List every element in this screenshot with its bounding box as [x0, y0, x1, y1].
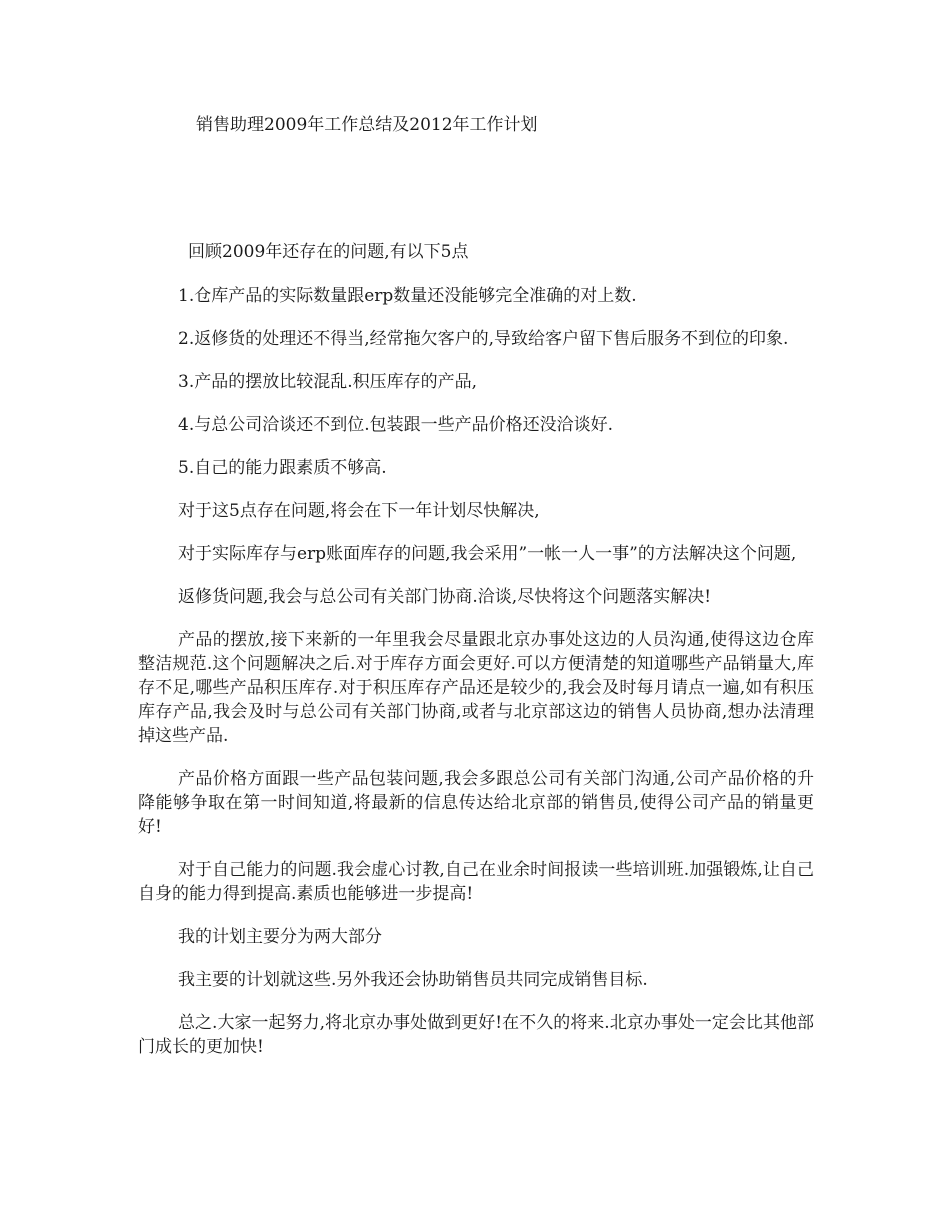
paragraph-pricing-plan: 产品价格方面跟一些产品包装问题,我会多跟总公司有关部门沟通,公司产品价格的升降能够争取在第一时间知道,将最新的信息传达给北京部的销售员,使得公司产品的销量更好! — [138, 769, 814, 837]
paragraph-self-improvement: 对于自己能力的问题.我会虚心讨教,自己在业余时间报读一些培训班.加强锻炼,让自己自身的能力得到提高.素质也能够进一步提高! — [138, 860, 814, 904]
paragraph-issue-1: 1.仓库产品的实际数量跟erp数量还没能够完全准确的对上数. — [178, 286, 637, 306]
paragraph-issue-2: 2.返修货的处理还不得当,经常拖欠客户的,导致给客户留下售后服务不到位的印象. — [178, 329, 789, 349]
paragraph-placement-plan: 产品的摆放,接下来新的一年里我会尽量跟北京办事处这边的人员沟通,使得这边仓库整洁规范.这个问题解决之后.对于库存方面会更好.可以方便清楚的知道哪些产品销量大,库存不足,哪些产品积压库存.对于积压库存产品还是较少的,我会及时每月请点一遍,如有积压库存产品,我会及时与总公司有关部门协商,或者与北京部这边的销售人员协商,想办法清理掉这些产品. — [138, 630, 814, 746]
paragraph-plan-parts: 我的计划主要分为两大部分 — [178, 927, 382, 947]
paragraph-inventory-plan: 对于实际库存与erp账面库存的问题,我会采用”一帐一人一事”的方法解决这个问题, — [178, 544, 797, 564]
paragraph-issue-4: 4.与总公司洽谈还不到位.包装跟一些产品价格还没洽谈好. — [178, 415, 614, 435]
paragraph-issue-5: 5.自己的能力跟素质不够高. — [178, 458, 387, 478]
paragraph-plan-summary: 我主要的计划就这些.另外我还会协助销售员共同完成销售目标. — [178, 970, 648, 990]
paragraph-repair-plan: 返修货问题,我会与总公司有关部门协商.洽谈,尽快将这个问题落实解决! — [178, 587, 712, 607]
document-title: 销售助理2009年工作总结及2012年工作计划 — [196, 115, 538, 135]
document-body — [138, 284, 814, 1078]
paragraph-issue-3: 3.产品的摆放比较混乱.积压库存的产品, — [178, 372, 478, 392]
paragraph-resolve-intro: 对于这5点存在问题,将会在下一年计划尽快解决, — [178, 501, 540, 521]
paragraph-conclusion: 总之.大家一起努力,将北京办事处做到更好!在不久的将来.北京办事处一定会比其他部门成长的更加快! — [138, 1013, 814, 1057]
intro-line: 回顾2009年还存在的问题,有以下5点 — [188, 242, 469, 262]
